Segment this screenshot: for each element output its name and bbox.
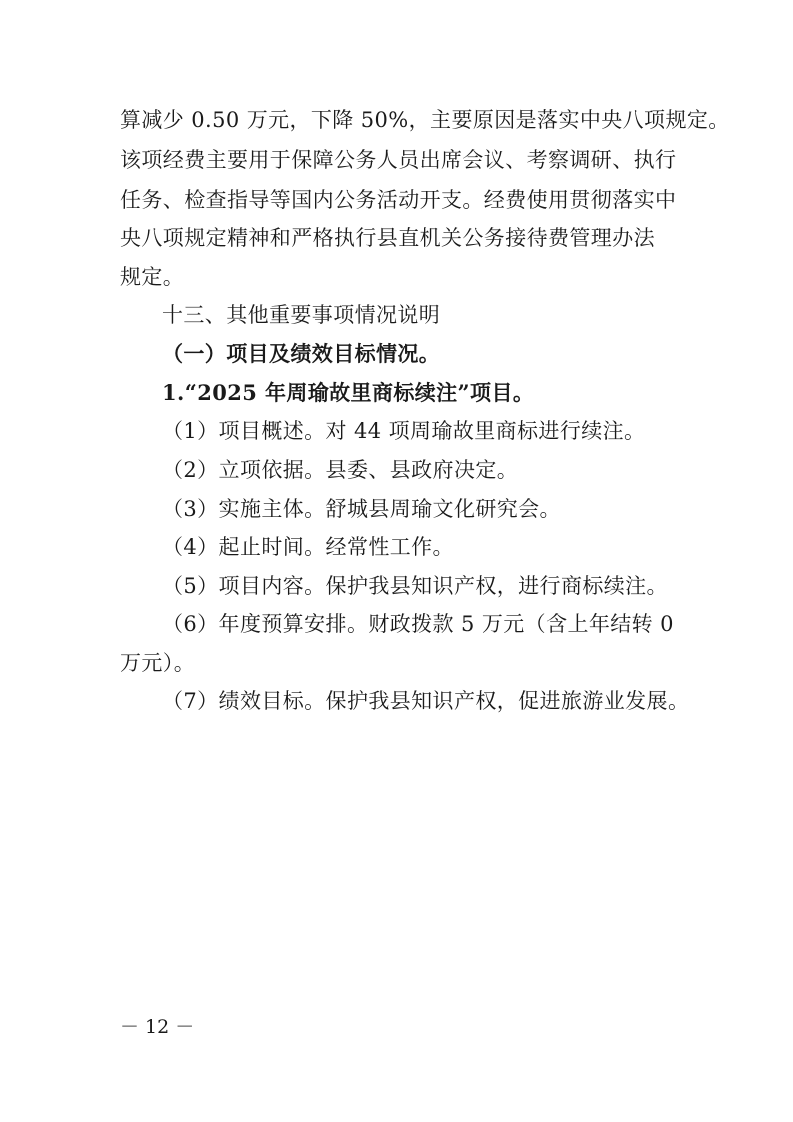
list-item: （3）实施主体。舒城县周瑜文化研究会。: [162, 497, 561, 521]
list-item: （4）起止时间。经常性工作。: [162, 535, 454, 559]
paragraph-line: 规定。: [120, 265, 185, 289]
list-item: （5）项目内容。保护我县知识产权，进行商标续注。: [162, 574, 668, 598]
list-item: （7）绩效目标。保护我县知识产权，促进旅游业发展。: [162, 689, 690, 713]
list-item-continuation: 万元）。: [120, 651, 196, 675]
project-heading: 1.“2025 年周瑜故里商标续注”项目。: [162, 380, 535, 405]
paragraph-line: 该项经费主要用于保障公务人员出席会议、考察调研、执行: [120, 148, 677, 172]
paragraph-line: 央八项规定精神和严格执行县直机关公务接待费管理办法: [120, 226, 655, 250]
list-item: （1）项目概述。对 44 项周瑜故里商标进行续注。: [162, 419, 646, 443]
paragraph-line: 任务、检查指导等国内公务活动开支。经费使用贯彻落实中: [120, 188, 677, 212]
subsection-heading: （一）项目及绩效目标情况。: [162, 342, 441, 366]
list-item: （6）年度预算安排。财政拨款 5 万元（含上年结转 0: [162, 612, 674, 636]
paragraph-line: 算减少 0.50 万元，下降 50%，主要原因是落实中央八项规定。: [120, 108, 730, 132]
page-number: － 12 －: [120, 1016, 195, 1038]
list-item: （2）立项依据。县委、县政府决定。: [162, 458, 519, 482]
section-heading: 十三、其他重要事项情况说明: [162, 303, 441, 327]
